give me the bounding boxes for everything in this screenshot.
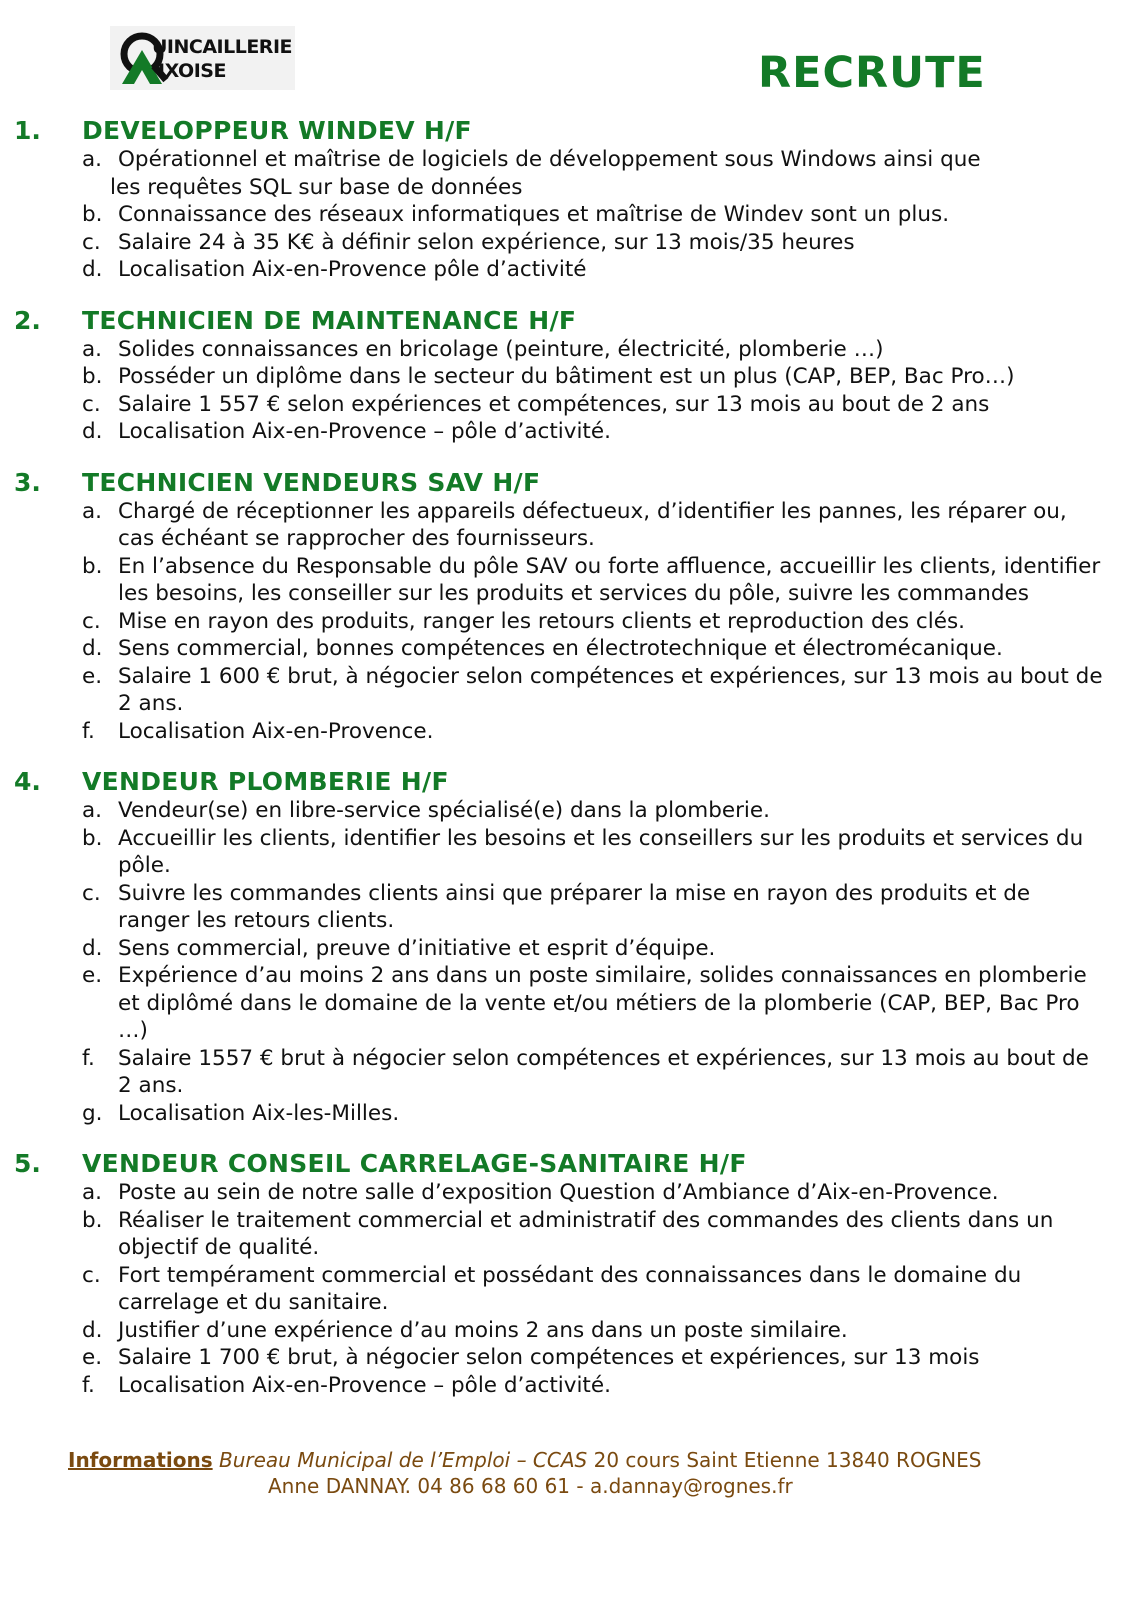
list-item-letter: e. (82, 1345, 103, 1370)
list-item (0, 1372, 1131, 1400)
job-offer (0, 767, 1131, 1127)
list-item-letter: a. (82, 1180, 103, 1205)
list-item-text: Expérience d’au moins 2 ans dans un poste similaire, solides connaissances en plomberie et diplômé dans le domaine de la vente et/ou métiers de la plomberie (CAP, BEP, Bac Pro …) (118, 963, 1087, 1043)
list-item-text: Sens commercial, preuve d’initiative et esprit d’équipe. (118, 935, 716, 961)
list-item-text: Salaire 1 600 € brut, à négocier selon compétences et expériences, sur 13 mois au bout de 2 ans. (118, 663, 1103, 716)
list-item-text: Fort tempérament commercial et possédant des connaissances dans le domaine du carrelage et du sanitaire. (118, 1262, 1022, 1315)
job-offer-title: TECHNICIEN DE MAINTENANCE H/F (82, 305, 577, 335)
list-item (0, 201, 1131, 229)
list-item (0, 1179, 1131, 1207)
list-item-text: Localisation Aix-en-Provence – pôle d’activité. (118, 1372, 611, 1398)
list-item-text: Suivre les commandes clients ainsi que préparer la mise en rayon des produits et de ranger les retours clients. (118, 880, 1031, 933)
list-item-text: Réaliser le traitement commercial et administratif des commandes des clients dans un objectif de qualité. (118, 1207, 1054, 1260)
logo-line-2: IXOISE (158, 60, 226, 82)
job-offer-title: VENDEUR CONSEIL CARRELAGE-SANITAIRE H/F (82, 1149, 747, 1178)
list-item-letter: e. (82, 963, 103, 988)
job-offer (0, 1149, 1131, 1399)
list-item-letter: a. (82, 336, 103, 362)
list-item-letter: f. (82, 1372, 95, 1398)
list-item (0, 553, 1131, 608)
list-item-letter: c. (82, 1262, 101, 1288)
list-item-letter: c. (82, 608, 101, 634)
list-item-letter: c. (82, 391, 101, 417)
list-item (0, 935, 1131, 963)
list-item (0, 229, 1131, 257)
list-item-letter: d. (82, 419, 103, 444)
job-offers-list (0, 116, 1131, 1421)
list-item-text: Connaissance des réseaux informatiques et maîtrise de Windev sont un plus. (118, 202, 950, 227)
list-item-text: En l’absence du Responsable du pôle SAV ou forte affluence, accueillir les clients, identifier les besoins, les conseiller sur les produits et services du pôle, suivre les commandes (118, 553, 1101, 606)
company-logo (110, 26, 295, 90)
list-item-letter: b. (82, 825, 103, 851)
job-offer (0, 468, 1131, 746)
footer-contact-name: Anne DANNAY (268, 1474, 405, 1498)
job-offer-heading (0, 767, 1131, 797)
list-item-text: Vendeur(se) en libre-service spécialisé(e) dans la plomberie. (118, 798, 770, 823)
list-item (0, 498, 1131, 553)
list-item-text: Opérationnel et maîtrise de logiciels de développement sous Windows ainsi que (118, 147, 981, 172)
list-item (0, 797, 1131, 825)
list-item-text: Localisation Aix-les-Milles. (118, 1100, 400, 1126)
list-item-letter: a. (82, 498, 103, 524)
list-item (0, 336, 1131, 364)
list-item-text: Posséder un diplôme dans le secteur du bâtiment est un plus (CAP, BEP, Bac Pro…) (118, 364, 1015, 389)
list-item-text: Salaire 24 à 35 K€ à définir selon expérience, sur 13 mois/35 heures (118, 229, 855, 255)
job-offer-number: 3. (14, 467, 41, 497)
job-offer-title: VENDEUR PLOMBERIE H/F (82, 767, 449, 796)
contact-footer: Informations Bureau Municipal de l’Emploi – CCAS 20 cours Saint Etienne 13840 ROGNES Anne DANNAY. 04 86 68 60 61 - a.dannay@rognes.fr (68, 1448, 982, 1498)
job-offer-details (0, 797, 1131, 1127)
list-item-letter: d. (82, 935, 103, 961)
list-item (0, 1344, 1131, 1372)
list-item (0, 1317, 1131, 1345)
list-item-text: Justifier d’une expérience d’au moins 2 ans dans un poste similaire. (118, 1317, 848, 1343)
list-item-letter: d. (82, 1317, 103, 1343)
list-item (0, 1100, 1131, 1128)
job-offer-heading (0, 1149, 1131, 1179)
job-offer-number: 2. (14, 305, 41, 335)
list-item-letter: a. (82, 798, 103, 823)
list-item-text: Salaire 1557 € brut à négocier selon compétences et expériences, sur 13 mois au bout de 2 ans. (118, 1045, 1089, 1098)
list-item-text: Localisation Aix-en-Provence pôle d’activité (118, 257, 587, 282)
job-offer-details (0, 498, 1131, 746)
list-item (0, 962, 1131, 1045)
list-item (0, 146, 1131, 174)
footer-address: 20 cours Saint Etienne 13840 ROGNES (593, 1448, 982, 1472)
list-item (0, 391, 1131, 419)
list-item-letter: f. (82, 718, 95, 744)
list-item-text: Localisation Aix-en-Provence. (118, 718, 434, 744)
list-item (0, 880, 1131, 935)
logo-line-1: UINCAILLERIE (152, 36, 292, 58)
job-offer-number: 5. (14, 1149, 41, 1178)
list-item-letter: d. (82, 257, 103, 282)
list-item-letter: c. (82, 880, 101, 906)
job-offer (0, 306, 1131, 446)
footer-org: Bureau Municipal de l’Emploi – CCAS (218, 1448, 588, 1472)
list-item (0, 256, 1131, 284)
job-offer (0, 116, 1131, 284)
list-item (0, 363, 1131, 391)
footer-info-label: Informations (68, 1448, 213, 1472)
job-offer-heading (0, 468, 1131, 498)
list-item (0, 635, 1131, 663)
list-item-letter: e. (82, 663, 103, 689)
job-offer-details (0, 336, 1131, 446)
logo-wordmark (152, 35, 292, 83)
list-item-text: Mise en rayon des produits, ranger les retours clients et reproduction des clés. (118, 608, 965, 634)
list-item (0, 608, 1131, 636)
list-item-text: Sens commercial, bonnes compétences en électrotechnique et électromécanique. (118, 636, 1003, 661)
list-item-text: Accueillir les clients, identifier les besoins et les conseillers sur les produits et services du pôle. (118, 825, 1084, 878)
list-item-letter: b. (82, 1207, 103, 1233)
list-item (0, 1262, 1131, 1317)
job-offer-details (0, 1179, 1131, 1399)
job-offer-number: 1. (14, 116, 41, 145)
list-item-text: les requêtes SQL sur base de données (110, 174, 523, 200)
job-offer-number: 4. (14, 767, 41, 796)
list-item-text: Solides connaissances en bricolage (peinture, électricité, plomberie …) (118, 336, 884, 362)
footer-phone-email[interactable]: 04 86 68 60 61 - a.dannay@rognes.fr (417, 1474, 793, 1498)
list-item-letter: f. (82, 1045, 95, 1071)
list-item (0, 718, 1131, 746)
list-item-text: Localisation Aix-en-Provence – pôle d’activité. (118, 419, 611, 444)
list-item (0, 418, 1131, 446)
list-item (0, 1045, 1131, 1100)
list-item-letter: c. (82, 229, 101, 255)
job-offer-title: DEVELOPPEUR WINDEV H/F (82, 116, 472, 145)
list-item-letter (0, 174, 118, 202)
list-item (0, 174, 1131, 202)
list-item-text: Poste au sein de notre salle d’exposition Question d’Ambiance d’Aix-en-Provence. (118, 1180, 999, 1205)
list-item (0, 1207, 1131, 1262)
job-offer-details (0, 146, 1131, 284)
list-item (0, 825, 1131, 880)
job-offer-title: TECHNICIEN VENDEURS SAV H/F (82, 467, 541, 497)
list-item-letter: b. (82, 553, 103, 579)
list-item-letter: b. (82, 364, 103, 389)
list-item-text: Salaire 1 700 € brut, à négocier selon compétences et expériences, sur 13 mois (118, 1345, 980, 1370)
list-item-letter: d. (82, 636, 103, 661)
page-title: RECRUTE (758, 48, 986, 98)
list-item-text: Salaire 1 557 € selon expériences et compétences, sur 13 mois au bout de 2 ans (118, 391, 990, 417)
list-item-letter: b. (82, 202, 103, 227)
job-offer-heading (0, 306, 1131, 336)
list-item (0, 663, 1131, 718)
list-item-text: Chargé de réceptionner les appareils défectueux, d’identifier les pannes, les réparer ou, cas échéant se rapprocher des fournisseurs. (118, 498, 1067, 551)
job-offer-heading (0, 116, 1131, 146)
list-item-letter: a. (82, 147, 103, 172)
list-item-letter: g. (82, 1100, 103, 1126)
